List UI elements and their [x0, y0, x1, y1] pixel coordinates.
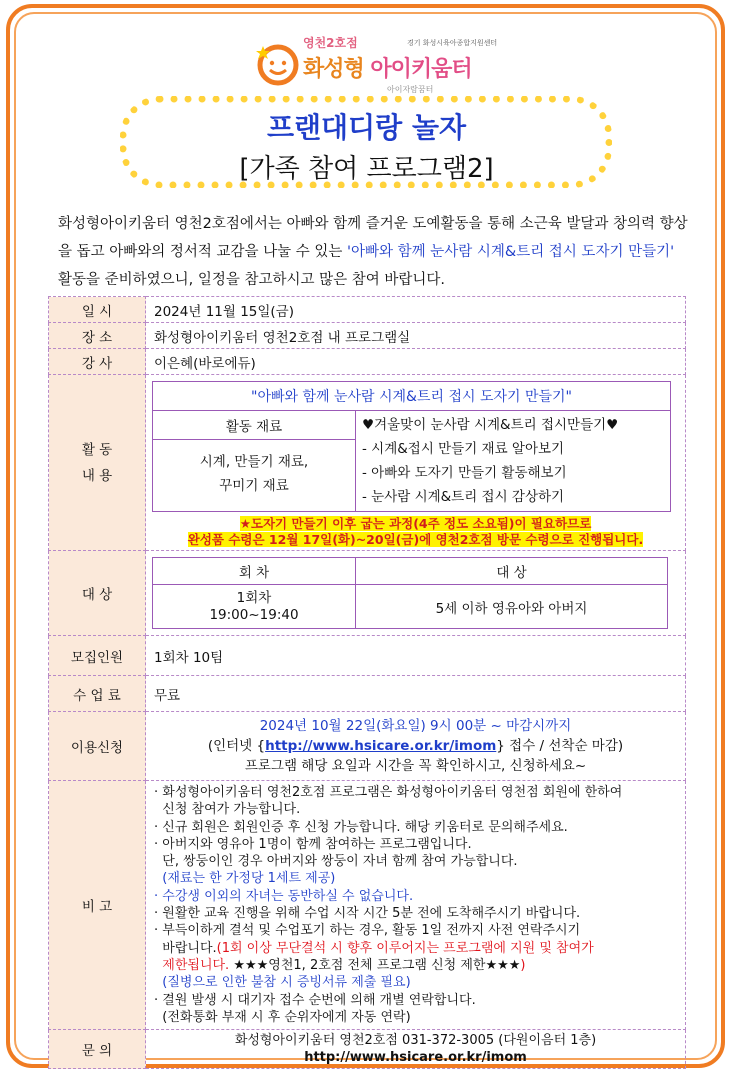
logo-branch: 영천2호점	[303, 36, 358, 50]
target-value: 5세 이하 영유아와 아버지	[356, 585, 668, 629]
note-item: · 아버지와 영유아 1명이 함께 참여하는 프로그램입니다.	[154, 836, 472, 852]
contact-label: 문 의	[49, 1030, 146, 1069]
step-item: - 아빠와 도자기 만들기 활동해보기	[362, 465, 567, 481]
target-label: 대 상	[49, 551, 146, 636]
notes-content	[146, 781, 686, 1030]
row-place	[49, 323, 686, 349]
program-info-table	[48, 296, 686, 1069]
target-header: 대 상	[356, 558, 668, 585]
intro-paragraph	[58, 210, 688, 294]
logo-tagline: 아이자람꿈터	[387, 85, 434, 94]
session-value	[153, 585, 356, 629]
target-value-row	[153, 585, 668, 629]
note-item: (재료는 한 가정당 1세트 제공)	[154, 871, 336, 887]
note-item: · 신규 회원은 회원인증 후 신청 가능합니다. 해당 키움터로 문의해주세요.	[154, 819, 568, 835]
materials-line-1: 시계, 만들기 재료,	[199, 454, 309, 470]
apply-url-link[interactable]: http://www.hsicare.or.kr/imom	[265, 738, 497, 754]
teacher-value: 이은혜(바로에듀)	[146, 349, 686, 375]
page-subtitle: [가족 참여 프로그램2]	[239, 154, 494, 184]
notes-list	[146, 781, 685, 1029]
target-content	[146, 551, 686, 636]
fee-value: 무료	[146, 676, 686, 712]
row-recruit	[49, 636, 686, 676]
note-item: (질병으로 인한 불참 시 증빙서류 제출 필요)	[154, 975, 411, 991]
materials-header: 활동 재료	[153, 411, 355, 440]
steps-title: ♥겨울맞이 눈사람 시계&트리 접시만들기♥	[362, 417, 619, 433]
apply-label: 이용신청	[49, 712, 146, 781]
note-item: · 화성형아이키움터 영천2호점 프로그램은 화성형아이키움터 영천점 회원에 한하여	[154, 785, 623, 800]
note-text: 바랍니다.	[154, 940, 217, 956]
activity-box	[152, 381, 671, 512]
logo	[255, 26, 498, 94]
target-header-row	[153, 558, 668, 585]
note-item: · 결원 발생 시 대기자 접수 순번에 의해 개별 연락합니다.	[154, 992, 476, 1008]
activity-row	[153, 411, 670, 511]
notes-label: 비 고	[49, 781, 146, 1030]
note-item: 신청 참여가 가능합니다.	[154, 802, 301, 818]
row-date	[49, 297, 686, 323]
apply-method-pre: (인터넷 {	[207, 738, 266, 754]
note-item	[154, 957, 679, 974]
step-item: - 눈사람 시계&트리 접시 감상하기	[362, 489, 565, 505]
note-item: · 수강생 이외의 자녀는 동반하실 수 없습니다.	[154, 888, 414, 904]
apply-period: 2024년 10월 22일(화요일) 9시 00분 ~ 마감시까지	[259, 718, 572, 734]
intro-text-2: 활동을 준비하였으니, 일정을 참고하시고 많은 참여 바랍니다.	[58, 272, 446, 288]
activity-note-line-2: 완성품 수령은 12월 17일(화)~20일(금)에 영천2호점 방문 수령으로 진행됩니다.	[187, 532, 644, 547]
activity-note	[146, 516, 685, 550]
target-table	[152, 557, 668, 629]
row-contact	[49, 1030, 686, 1069]
step-item: - 시계&접시 만들기 재료 알아보기	[362, 441, 565, 457]
smiley-logo-icon	[255, 40, 301, 86]
activity-content	[146, 375, 686, 551]
contact-box	[146, 1030, 685, 1068]
contact-url[interactable]: http://www.hsicare.or.kr/imom	[304, 1050, 527, 1066]
logo-org: 경기 화성시육아종합지원센터	[407, 39, 498, 47]
materials-line-2: 꾸미기 재료	[219, 478, 289, 494]
row-activity	[49, 375, 686, 551]
fee-label: 수 업 료	[49, 676, 146, 712]
note-item: 단, 쌍둥이인 경우 아버지와 쌍둥이 자녀 함께 참여 가능합니다.	[154, 854, 518, 870]
row-notes	[49, 781, 686, 1030]
activity-title: "아빠와 함께 눈사람 시계&트리 접시 도자기 만들기"	[153, 382, 670, 411]
steps-column	[356, 411, 670, 511]
apply-box	[146, 712, 685, 780]
note-warning: (1회 이상 무단결석 시 향후 이루어지는 프로그램에 지원 및 참여가	[216, 940, 594, 956]
intro-text-1: 화성형아이키움터 영천2호점에서는 아빠와 함께 즐거운 도예활동을 통해 소근육 발달과 창의력 향상을 돕고 아빠와의 정서적 교감을 나눌 수 있는	[58, 216, 688, 260]
row-fee	[49, 676, 686, 712]
activity-label-line2: 내 용	[81, 467, 113, 484]
note-warning: 제한됩니다.	[154, 957, 234, 973]
materials-column	[153, 411, 356, 511]
activity-label-line1: 활 동	[81, 441, 113, 458]
note-item: · 부득이하게 결석 및 수업포기 하는 경우, 활동 1일 전까지 사전 연락주시기	[154, 923, 581, 939]
session-header: 회 차	[153, 558, 356, 585]
teacher-label: 강 사	[49, 349, 146, 375]
materials-body	[153, 440, 355, 508]
note-text: ★★★영천1, 2호점 전체 프로그램 신청 제한★★★	[233, 957, 521, 973]
note-item: · 원활한 교육 진행을 위해 수업 시작 시간 5분 전에 도착해주시기 바랍니다.	[154, 906, 581, 922]
activity-label	[49, 375, 146, 551]
session-line-2: 19:00~19:40	[209, 606, 299, 623]
date-value: 2024년 11월 15일(금)	[146, 297, 686, 323]
intro-highlight: '아빠와 함께 눈사람 시계&트리 접시 도자기 만들기'	[347, 244, 675, 260]
place-label: 장 소	[49, 323, 146, 349]
note-item	[154, 940, 679, 957]
apply-method	[146, 736, 685, 756]
logo-name-b: 아이키움터	[370, 57, 472, 82]
place-value: 화성형아이키움터 영천2호점 내 프로그램실	[146, 323, 686, 349]
note-warning: )	[520, 957, 526, 973]
row-teacher	[49, 349, 686, 375]
activity-note-line-1: ★도자기 만들기 이후 굽는 과정(4주 정도 소요됨)이 필요하므로	[239, 516, 592, 531]
apply-content	[146, 712, 686, 781]
row-apply	[49, 712, 686, 781]
recruit-label: 모집인원	[49, 636, 146, 676]
contact-info: 화성형아이키움터 영천2호점 031-372-3005 (다원이음터 1층)	[234, 1033, 597, 1049]
apply-method-post: } 접수 / 선착순 마감)	[496, 738, 624, 754]
session-line-1: 1회차	[236, 589, 272, 606]
note-item: (전화통화 부재 시 후 순위자에게 자동 연락)	[154, 1009, 411, 1025]
apply-guide: 프로그램 해당 요일과 시간을 꼭 확인하시고, 신청하세요~	[244, 758, 587, 774]
contact-content	[146, 1030, 686, 1069]
date-label: 일 시	[49, 297, 146, 323]
page-title: 프랜대디랑 놀자	[266, 111, 467, 144]
logo-name	[303, 52, 472, 83]
logo-name-a: 화성형	[303, 57, 371, 82]
recruit-value: 1회차 10팀	[146, 636, 686, 676]
row-target	[49, 551, 686, 636]
